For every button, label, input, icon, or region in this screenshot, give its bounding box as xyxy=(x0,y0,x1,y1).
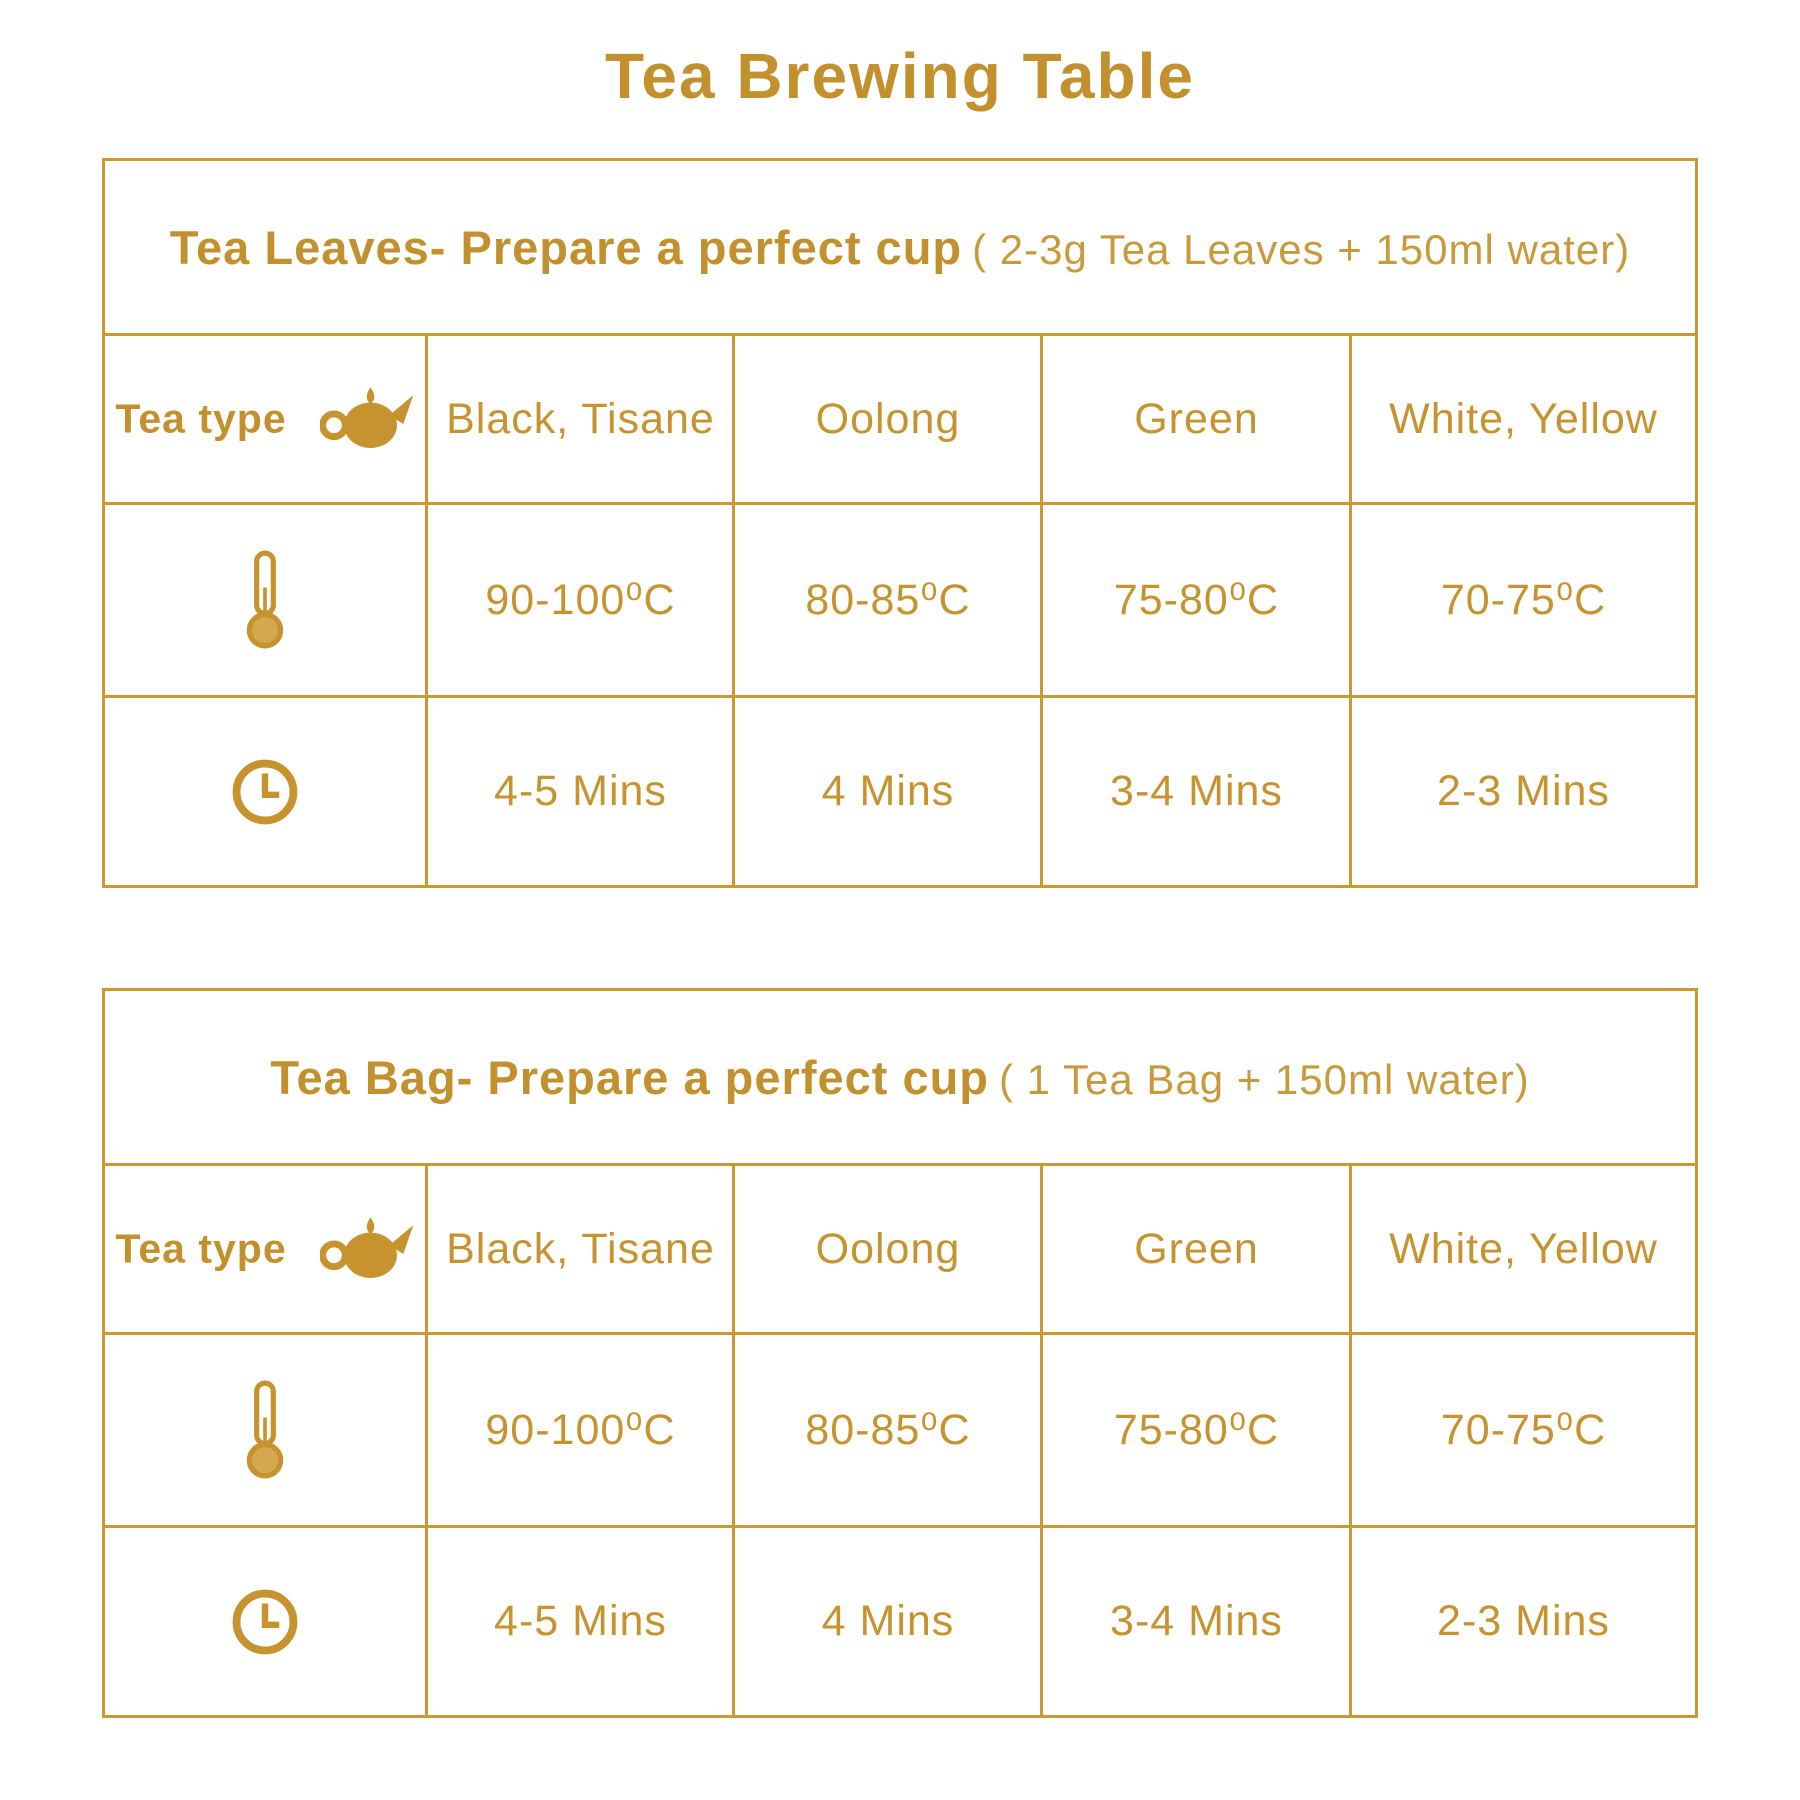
tea-type-value: Black, Tisane xyxy=(427,335,734,504)
thermometer-icon xyxy=(246,550,284,650)
table-heading-row xyxy=(104,990,1696,1165)
tea-type-label: Tea type xyxy=(115,1225,287,1272)
tea-type-value: Green xyxy=(1042,1165,1351,1334)
time-value: 4 Mins xyxy=(734,1527,1042,1717)
tea-type-row xyxy=(104,335,1696,504)
tea-leaves-heading-bold: Tea Leaves- Prepare a perfect cup xyxy=(169,220,963,274)
temperature-value: 90-100⁰C xyxy=(427,1334,734,1527)
tea-leaves-table xyxy=(102,158,1697,888)
tea-type-header-cell xyxy=(104,335,427,504)
time-value: 4 Mins xyxy=(734,697,1042,887)
tea-bag-table xyxy=(102,988,1697,1718)
time-value: 2-3 Mins xyxy=(1351,697,1696,887)
time-value: 4-5 Mins xyxy=(427,697,734,887)
page-title: Tea Brewing Table xyxy=(605,40,1195,112)
temperature-value: 80-85⁰C xyxy=(734,504,1042,697)
tea-type-value: White, Yellow xyxy=(1351,335,1696,504)
temperature-value: 75-80⁰C xyxy=(1042,504,1351,697)
temperature-row xyxy=(104,1334,1696,1527)
time-value: 3-4 Mins xyxy=(1042,697,1351,887)
temperature-header-cell xyxy=(104,504,427,697)
tea-type-header-cell xyxy=(104,1165,427,1334)
tea-type-value: Black, Tisane xyxy=(427,1165,734,1334)
temperature-value: 70-75⁰C xyxy=(1351,504,1696,697)
tea-bag-heading-bold: Tea Bag- Prepare a perfect cup xyxy=(270,1050,990,1104)
tea-type-row xyxy=(104,1165,1696,1334)
teapot-icon xyxy=(320,385,416,453)
tea-bag-heading-note: ( 1 Tea Bag + 150ml water) xyxy=(999,1055,1530,1103)
temperature-row xyxy=(104,504,1696,697)
tea-leaves-heading-note: ( 2-3g Tea Leaves + 150ml water) xyxy=(972,225,1631,273)
temperature-value: 70-75⁰C xyxy=(1351,1334,1696,1527)
time-row xyxy=(104,697,1696,887)
time-value: 2-3 Mins xyxy=(1351,1527,1696,1717)
temperature-header-cell xyxy=(104,1334,427,1527)
tea-type-value: Oolong xyxy=(734,1165,1042,1334)
clock-icon xyxy=(228,755,302,829)
tea-type-value: Oolong xyxy=(734,335,1042,504)
temperature-value: 90-100⁰C xyxy=(427,504,734,697)
tea-type-value: Green xyxy=(1042,335,1351,504)
table-heading-row xyxy=(104,160,1696,335)
time-header-cell xyxy=(104,1527,427,1717)
tea-type-value: White, Yellow xyxy=(1351,1165,1696,1334)
time-value: 4-5 Mins xyxy=(427,1527,734,1717)
temperature-value: 75-80⁰C xyxy=(1042,1334,1351,1527)
time-value: 3-4 Mins xyxy=(1042,1527,1351,1717)
temperature-value: 80-85⁰C xyxy=(734,1334,1042,1527)
thermometer-icon xyxy=(246,1380,284,1480)
time-row xyxy=(104,1527,1696,1717)
clock-icon xyxy=(228,1585,302,1659)
teapot-icon xyxy=(320,1215,416,1283)
tea-type-label: Tea type xyxy=(115,395,287,442)
tea-bag-heading-cell xyxy=(104,990,1696,1165)
tea-leaves-heading-cell xyxy=(104,160,1696,335)
time-header-cell xyxy=(104,697,427,887)
